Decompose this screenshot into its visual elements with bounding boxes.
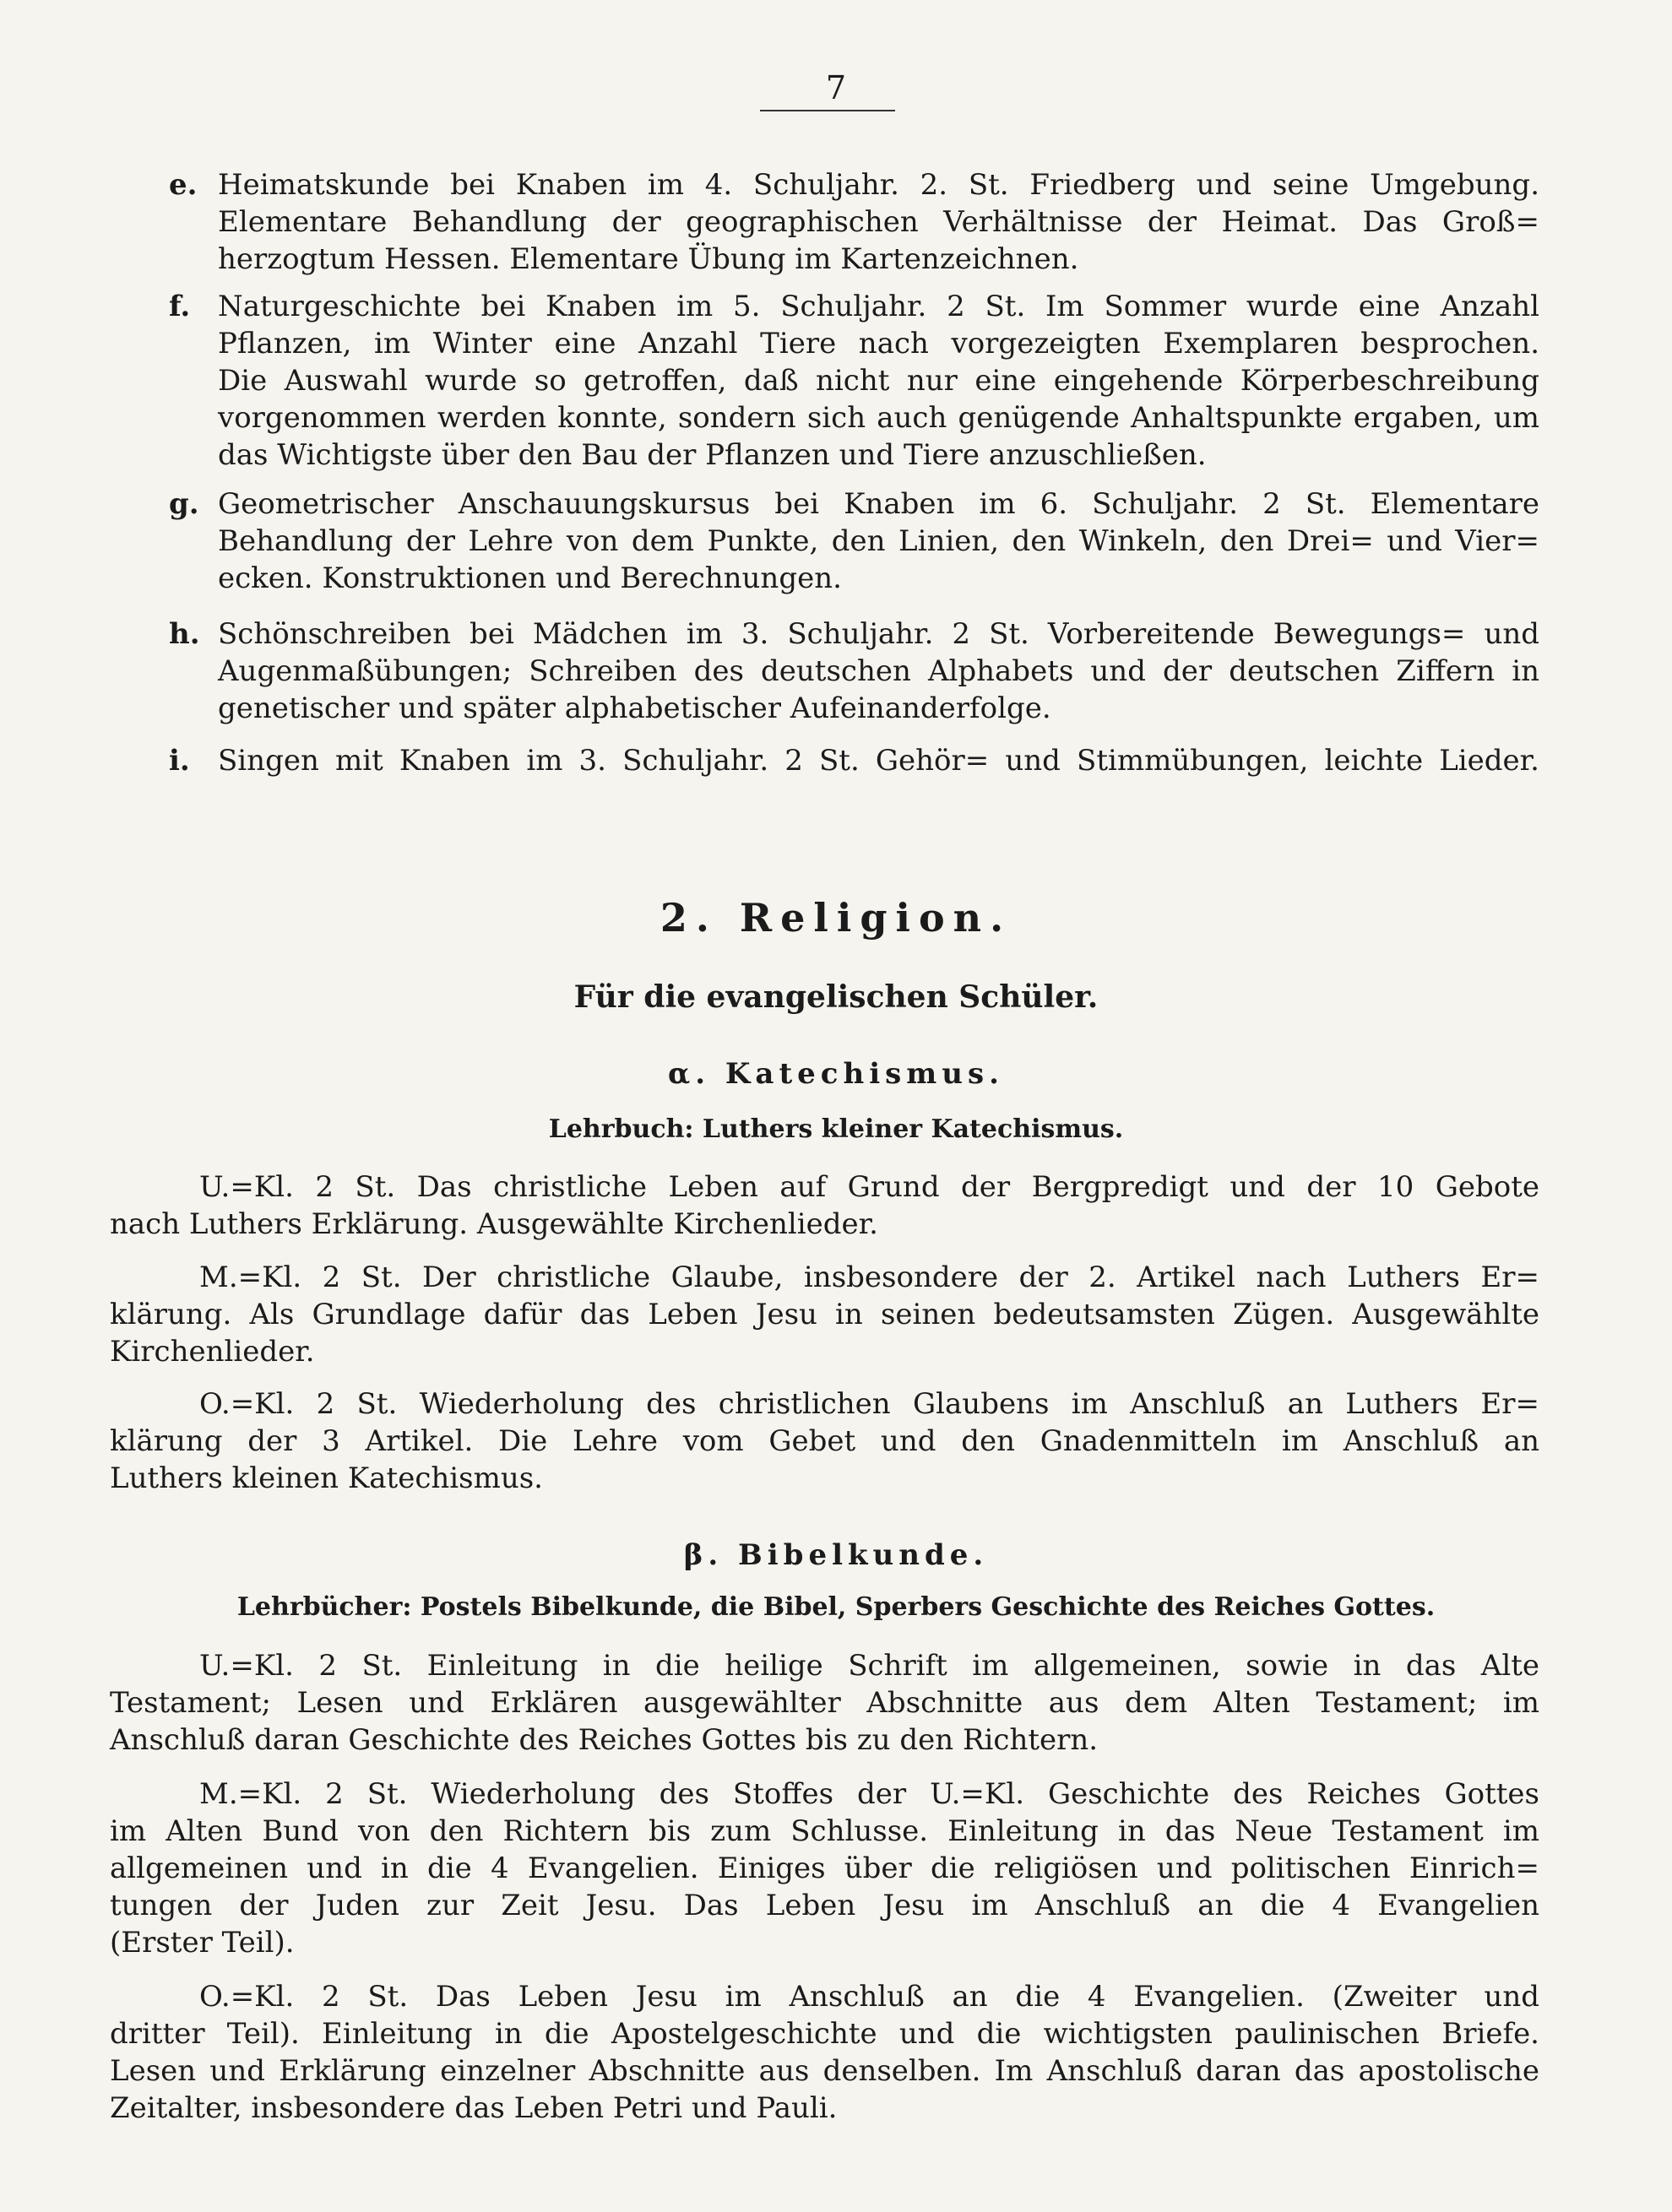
bibelkunde-textbooks: Lehrbücher: Postels Bibelkunde, die Bibel, Sperbers Geschichte des Reiches Gottes. bbox=[236, 1592, 1436, 1622]
katechismus-ok-line-3: Luthers kleinen Katechismus. bbox=[110, 1461, 543, 1495]
bibelkunde-uk-line-2: Testament; Lesen und Erklären ausgewählter Abschnitte aus dem Alten Testament; im bbox=[110, 1686, 1539, 1720]
katechismus-mk-line-2: klärung. Als Grundlage dafür das Leben Jesu in seinen bedeutsamsten Zügen. Ausgewählte bbox=[110, 1298, 1539, 1331]
katechismus-uk-line-2: nach Luthers Erklärung. Ausgewählte Kirchenlieder. bbox=[110, 1207, 878, 1241]
item-label-f: f. bbox=[169, 290, 191, 323]
item-i-line-1: Singen mit Knaben im 3. Schuljahr. 2 St. Gehör= und Stimmübungen, leichte Lieder. bbox=[218, 744, 1539, 778]
bibelkunde-mk-line-1: M.=Kl. 2 St. Wiederholung des Stoffes der U.=Kl. Geschichte des Reiches Gottes bbox=[199, 1777, 1539, 1811]
item-label-i: i. bbox=[169, 744, 190, 778]
item-g-line-2: Behandlung der Lehre von dem Punkte, den Linien, den Winkeln, den Drei= und Vier= bbox=[218, 524, 1539, 558]
heading-katechismus: α. Katechismus. bbox=[668, 1057, 1004, 1091]
item-f-line-2: Pflanzen, im Winter eine Anzahl Tiere nach vorgezeigten Exemplaren besprochen. bbox=[218, 327, 1539, 361]
katechismus-mk-line-3: Kirchenlieder. bbox=[110, 1335, 315, 1369]
katechismus-uk-line-1: U.=Kl. 2 St. Das christliche Leben auf Grund der Bergpredigt und der 10 Gebote bbox=[199, 1170, 1539, 1204]
page-number-rule bbox=[760, 110, 895, 111]
heading-bibelkunde: β. Bibelkunde. bbox=[683, 1538, 989, 1572]
katechismus-textbook: Lehrbuch: Luthers kleiner Katechismus. bbox=[548, 1114, 1124, 1144]
bibelkunde-mk-line-4: tungen der Juden zur Zeit Jesu. Das Leben Jesu im Anschluß an die 4 Evangelien bbox=[110, 1889, 1539, 1922]
item-f-line-3: Die Auswahl wurde so getroffen, daß nicht nur eine eingehende Körperbeschreibung bbox=[218, 364, 1539, 398]
page-number: 7 bbox=[825, 69, 847, 106]
subheading-evangelical: Für die evangelischen Schüler. bbox=[573, 979, 1099, 1015]
item-label-g: g. bbox=[169, 487, 199, 521]
bibelkunde-mk-line-3: allgemeinen und in die 4 Evangelien. Einiges über die religiösen und politischen Einrich= bbox=[110, 1851, 1539, 1885]
bibelkunde-ok-line-1: O.=Kl. 2 St. Das Leben Jesu im Anschluß an die 4 Evangelien. (Zweiter und bbox=[199, 1980, 1539, 2014]
item-f-line-4: vorgenommen werden konnte, sondern sich auch genügende Anhaltspunkte ergaben, um bbox=[218, 401, 1539, 435]
item-label-h: h. bbox=[169, 617, 200, 651]
item-e-line-2: Elementare Behandlung der geographischen Verhältnisse der Heimat. Das Groß= bbox=[218, 205, 1539, 239]
item-e-line-1: Heimatskunde bei Knaben im 4. Schuljahr. 2. St. Friedberg und seine Umgebung. bbox=[218, 168, 1539, 202]
katechismus-ok-line-1: O.=Kl. 2 St. Wiederholung des christlichen Glaubens im Anschluß an Luthers Er= bbox=[199, 1387, 1539, 1421]
item-g-line-1: Geometrischer Anschauungskursus bei Knaben im 6. Schuljahr. 2 St. Elementare bbox=[218, 487, 1539, 521]
bibelkunde-mk-line-2: im Alten Bund von den Richtern bis zum Schlusse. Einleitung in das Neue Testament im bbox=[110, 1814, 1539, 1848]
bibelkunde-mk-line-5: (Erster Teil). bbox=[110, 1926, 295, 1960]
item-h-line-3: genetischer und später alphabetischer Aufeinanderfolge. bbox=[218, 691, 1051, 725]
item-h-line-2: Augenmaßübungen; Schreiben des deutschen Alphabets und der deutschen Ziffern in bbox=[218, 654, 1539, 688]
katechismus-ok-line-2: klärung der 3 Artikel. Die Lehre vom Gebet und den Gnadenmitteln im Anschluß an bbox=[110, 1424, 1539, 1458]
bibelkunde-uk-line-1: U.=Kl. 2 St. Einleitung in die heilige Schrift im allgemeinen, sowie in das Alte bbox=[199, 1649, 1539, 1683]
katechismus-mk-line-1: M.=Kl. 2 St. Der christliche Glaube, insbesondere der 2. Artikel nach Luthers Er= bbox=[199, 1261, 1539, 1294]
section-heading-religion: 2. Religion. bbox=[660, 895, 1012, 941]
bibelkunde-ok-line-2: dritter Teil). Einleitung in die Apostelgeschichte und die wichtigsten paulinischen Briefe. bbox=[110, 2017, 1539, 2051]
bibelkunde-ok-line-3: Lesen und Erklärung einzelner Abschnitte aus denselben. Im Anschluß daran das apostolische bbox=[110, 2054, 1539, 2088]
item-e-line-3: herzogtum Hessen. Elementare Übung im Kartenzeichnen. bbox=[218, 242, 1079, 276]
item-label-e: e. bbox=[169, 168, 198, 202]
bibelkunde-ok-line-4: Zeitalter, insbesondere das Leben Petri und Pauli. bbox=[110, 2091, 838, 2125]
item-g-line-3: ecken. Konstruktionen und Berechnungen. bbox=[218, 561, 842, 595]
bibelkunde-uk-line-3: Anschluß daran Geschichte des Reiches Gottes bis zu den Richtern. bbox=[110, 1723, 1099, 1757]
item-f-line-1: Naturgeschichte bei Knaben im 5. Schuljahr. 2 St. Im Sommer wurde eine Anzahl bbox=[218, 290, 1539, 323]
item-h-line-1: Schönschreiben bei Mädchen im 3. Schuljahr. 2 St. Vorbereitende Bewegungs= und bbox=[218, 617, 1539, 651]
item-f-line-5: das Wichtigste über den Bau der Pflanzen und Tiere anzuschließen. bbox=[218, 438, 1207, 472]
